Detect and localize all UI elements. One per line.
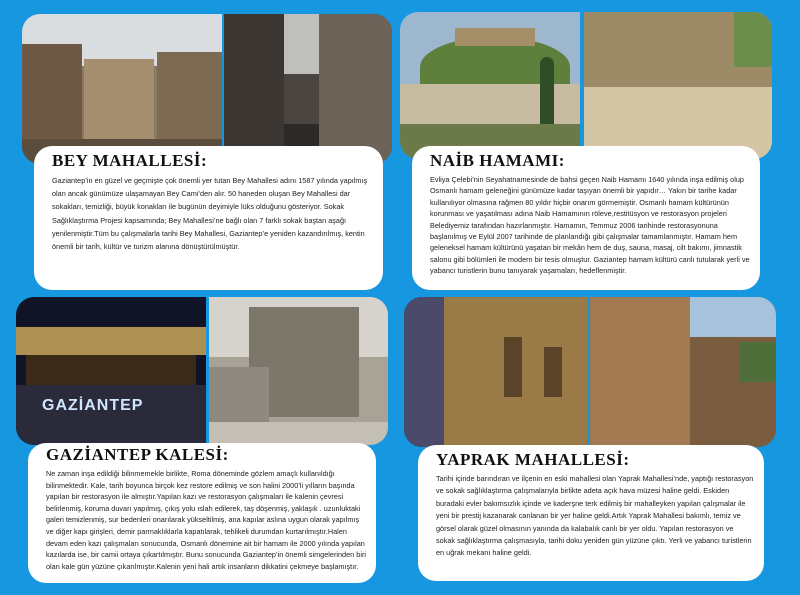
yaprak-stone-house-photo (590, 297, 776, 447)
naib-photos (400, 12, 772, 159)
yaprak-night-street-photo (404, 297, 587, 447)
bey-street-photo (22, 14, 222, 164)
kale-night-photo (16, 297, 206, 445)
kale-sign: GAZİANTEP (42, 397, 144, 414)
naib-exterior-photo (400, 12, 580, 159)
kale-historic-photo (209, 297, 388, 445)
naib-textbox (412, 146, 760, 290)
kale-photos (16, 297, 388, 445)
naib-title: NAİB HAMAMI: (430, 151, 565, 170)
bey-alley-photo (224, 14, 392, 164)
kale-textbox (28, 443, 376, 583)
kale-text: Ne zaman inşa edildiği bilinmemekle birlikte, Roma döneminde gözlem amaçlı kullanıldığı bilinmektedir. Kale, tarih boyunca birçok kez restore edilmiş ve son halini 2000’li yılların başında yapılan bir restorasyon ile almıştır.Yapılan kazı ve restorasyon çalışmaları ile kalenin çevresi belirlenmiş, koruma duvarı yapılmış, çıkış yolu ıslah edilerek, taş döşenmiş, yaklaşık . uzunluktaki galeri temizlenmiş, sur bedenleri onarılarak yükseltilmiş, ana kapılar aslına uygun olarak yapılmış ve diğer kapı girişleri, demir parmaklıklarla kapatılarak, tehlikeli durumdan kurtarılmıştır.Halen devam eden kazı çalışmaları sonucunda, Osmanlı dönemine ait bir hamam ile 2000 yılında yapılan kazılarda ise, bir camii ortaya çıkartılmıştır. Bunu sonucunda Gaziantep’in önemli simgelerinden biri olan kale gün yüzüne çıkarılmıştır.Kalenin yeni hali artık insanların dikkatini çekmeye başlamıştır. (46, 469, 366, 571)
bey-photos (22, 14, 392, 164)
yaprak-photos (404, 297, 776, 447)
naib-text: Evliya Çelebi’nin Seyahatnamesinde de bahsi geçen Naib Hamamı 1640 yılında inşa edilmiş olup Osmanlı hamam geleneğini günümüze kadar taşıyan önemli bir yapıdır… Yakın bir tarihe kadar kullanılıyor olmasına rağmen 80 yıldır hiçbir onarım görmemiştir. Osmanlı hamam kültürünün korunması ve yaşatılması adına Naib Hamamının röleve,restitüsyon ve restorasyon projeleri Belediyemiz tarafından hazırlanmıştır. Hamamın, Temmuz 2006 tarihinde restorasyonuna başlanılmış ve Eylül 2007 tarihinde de planlandığı gibi çalışmalar tamamlanmıştır. Hamam hem geleneksel hamam kültürünü yaşatan bir mekân hem de duş, sauna, masaj, cilt bakımı, jimnastik salonu gibi bölümleri ile modern bir tesis olmuştur. Gaziantep hamam kültürü canlı tutularak yerli ve yabancı turistlerin bunu tanıyarak yaşamaları, hedeflenmiştir. (430, 175, 750, 276)
bey-text: Gaziantep’in en güzel ve geçmişte çok önemli yer tutan Bey Mahallesi adını 1587 yılında yapılmış olan ancak günümüze ulaşamayan Bey Cami’den alır. 50 haneden oluşan Bey Mahallesi dar sokakları, temizliği, büyük konakları ile bugünün deyimiyle lüks olduğunu gösteriyor. Sokak Sağlıklaştırma Projesi kapsamında; Bey Mahallesi’ne bağlı olan 7 farklı sokak baştan aşağı yenilenmiştir.Tüm bu çalışmalarla tarihi Bey Mahallesi, Gaziantep’e yeniden kazandırılmış, kentin önemli bir tarih, kültür ve turizm alanına dönüştürülmüştür. (52, 176, 368, 252)
yaprak-title: YAPRAK MAHALLESİ: (436, 450, 630, 469)
yaprak-text: Tarihi içinde barındıran ve ilçenin en eski mahallesi olan Yaprak Mahallesi’nde, yaptığı restorasyon ve sokak sağlıklaştırma çalışmalarıyla birlikte adeta açık hava müzesi haline geldi. Eskiden buradaki evler bakımsızlık içinde ve kaderşne terk edilmiş bir mahalleyken yapılan çalışmalar ile yeni bir prestij kazanarak canlanan bir yer haline geldi.Artık Yaprak Mahallesi bakımlı, temiz ve görsel olarak güzel olmasının yanında da kalabalık canlı bir yer oldu. Yapılan restorasyon ve sokak sağlıklaştırma çalışmasıyla, tarihi doku yeniden gün yüzüne çıktı. Yerli ve yabancı turistlerin en uğrak mekanı haline geldi. (436, 474, 754, 558)
yaprak-textbox (418, 445, 764, 581)
bey-textbox (34, 146, 383, 290)
naib-ruins-photo (584, 12, 772, 159)
bey-title: BEY MAHALLESİ: (52, 151, 208, 170)
kale-title: GAZİANTEP KALESİ: (46, 445, 229, 464)
